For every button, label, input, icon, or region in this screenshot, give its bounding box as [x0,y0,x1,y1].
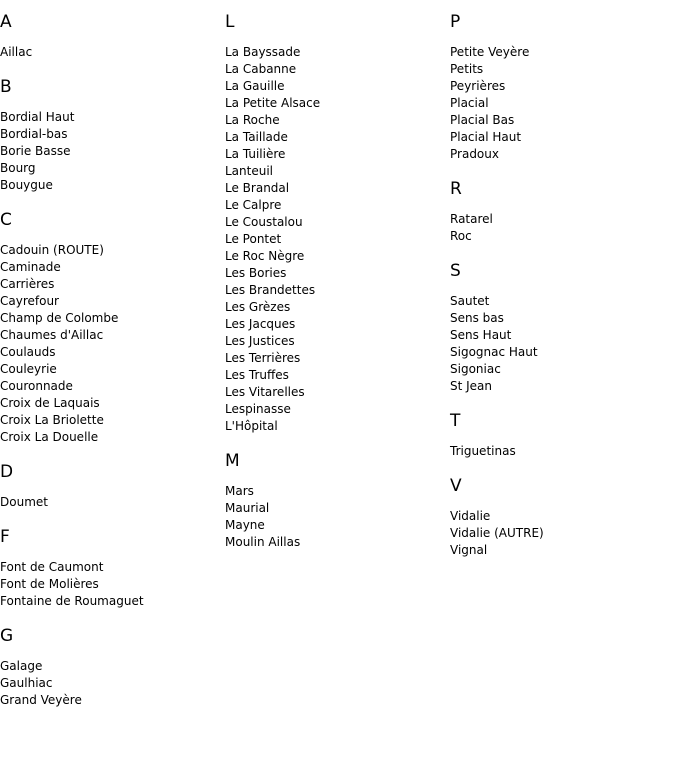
letter-group-b [0,77,220,194]
place-link[interactable]: Font de Molières [0,577,99,591]
place-link[interactable]: Les Truffes [225,368,289,382]
place-link[interactable]: Croix La Douelle [0,430,99,444]
letter-heading: V [450,476,462,496]
place-link[interactable]: Les Terrières [225,351,301,365]
place-link[interactable]: Croix La Briolette [0,413,104,427]
place-link[interactable]: Coulauds [0,345,56,359]
place-link[interactable]: Font de Caumont [0,560,104,574]
place-link[interactable]: Maurial [225,501,270,515]
letter-heading: F [0,527,10,547]
place-link[interactable]: Couleyrie [0,362,57,376]
entry-list [450,293,670,395]
place-link[interactable]: Mars [225,484,254,498]
place-link[interactable]: St Jean [450,379,493,393]
place-link[interactable]: Triguetinas [450,444,516,458]
place-link[interactable]: Petits [450,62,484,76]
place-link[interactable]: Le Calpre [225,198,282,212]
place-link[interactable]: Bouygue [0,178,53,192]
entry-list [450,443,670,460]
letter-heading: A [0,12,12,32]
place-link[interactable]: Sigognac Haut [450,345,538,359]
place-link[interactable]: Vidalie (AUTRE) [450,526,544,540]
place-link[interactable]: Cayrefour [0,294,59,308]
entry-list [225,483,445,551]
place-link[interactable]: Peyrières [450,79,506,93]
place-link[interactable]: Lanteuil [225,164,274,178]
place-link[interactable]: Borie Basse [0,144,71,158]
place-link[interactable]: La Taillade [225,130,288,144]
letter-heading: D [0,462,14,482]
place-link[interactable]: Vignal [450,543,488,557]
place-link[interactable]: Les Jacques [225,317,296,331]
letter-heading: R [450,179,462,199]
index-column-3 [450,12,670,575]
place-link[interactable]: Le Roc Nègre [225,249,305,263]
place-link[interactable]: Placial Bas [450,113,515,127]
letter-group-f [0,527,220,610]
entry-list [0,242,220,446]
letter-heading: S [450,261,461,281]
place-link[interactable]: Sens bas [450,311,504,325]
place-link[interactable]: Fontaine de Roumaguet [0,594,144,608]
place-link[interactable]: Grand Veyère [0,693,82,707]
letter-group-m [225,451,445,551]
place-link[interactable]: Sautet [450,294,490,308]
letter-group-d [0,462,220,511]
place-link[interactable]: Caminade [0,260,61,274]
place-link[interactable]: Mayne [225,518,265,532]
place-link[interactable]: Aillac [0,45,33,59]
place-link[interactable]: Chaumes d'Aillac [0,328,104,342]
place-link[interactable]: Le Brandal [225,181,290,195]
place-link[interactable]: Bordial Haut [0,110,75,124]
entry-list [450,44,670,163]
letter-heading: G [0,626,14,646]
letter-group-s [450,261,670,395]
letter-heading: P [450,12,461,32]
entry-list [0,44,220,61]
place-link[interactable]: Les Brandettes [225,283,316,297]
letter-group-r [450,179,670,245]
letter-group-c [0,210,220,446]
place-link[interactable]: La Cabanne [225,62,297,76]
entry-list [0,559,220,610]
place-link[interactable]: Galage [0,659,43,673]
letter-heading: L [225,12,235,32]
letter-group-t [450,411,670,460]
place-link[interactable]: La Tuilière [225,147,286,161]
letter-group-a [0,12,220,61]
place-link[interactable]: La Gauille [225,79,285,93]
place-link[interactable]: Pradoux [450,147,499,161]
place-link[interactable]: Lespinasse [225,402,291,416]
entry-list [450,211,670,245]
entry-list [0,109,220,194]
place-link[interactable]: La Petite Alsace [225,96,321,110]
place-link[interactable]: La Bayssade [225,45,301,59]
place-link[interactable]: Les Bories [225,266,287,280]
place-link[interactable]: Sigoniac [450,362,501,376]
letter-heading: M [225,451,240,471]
letter-group-p [450,12,670,163]
place-link[interactable]: Les Vitarelles [225,385,305,399]
index-column-2 [225,12,445,567]
letter-group-v [450,476,670,559]
place-link[interactable]: Couronnade [0,379,73,393]
place-link[interactable]: Le Pontet [225,232,282,246]
place-link[interactable]: Carrières [0,277,55,291]
place-link[interactable]: Placial Haut [450,130,522,144]
place-link[interactable]: L'Hôpital [225,419,278,433]
letter-group-l [225,12,445,435]
letter-group-g [0,626,220,709]
place-link[interactable]: Petite Veyère [450,45,530,59]
place-link[interactable]: Cadouin (ROUTE) [0,243,104,257]
entry-list [225,44,445,435]
entry-list [0,658,220,709]
place-link[interactable]: Sens Haut [450,328,512,342]
index-column-1 [0,12,220,725]
place-link[interactable]: Placial [450,96,489,110]
entry-list [450,508,670,559]
letter-heading: C [0,210,12,230]
letter-heading: T [450,411,461,431]
letter-heading: B [0,77,12,97]
place-link[interactable]: Croix de Laquais [0,396,100,410]
place-link[interactable]: La Roche [225,113,280,127]
place-link[interactable]: Gaulhiac [0,676,53,690]
place-link[interactable]: Les Justices [225,334,295,348]
place-link[interactable]: Le Coustalou [225,215,303,229]
place-link[interactable]: Vidalie [450,509,491,523]
place-link[interactable]: Doumet [0,495,48,509]
place-link[interactable]: Roc [450,229,472,243]
place-link[interactable]: Ratarel [450,212,493,226]
place-link[interactable]: Bordial-bas [0,127,68,141]
place-link[interactable]: Les Grèzes [225,300,291,314]
place-link[interactable]: Bourg [0,161,36,175]
place-link[interactable]: Moulin Aillas [225,535,301,549]
place-link[interactable]: Champ de Colombe [0,311,119,325]
entry-list [0,494,220,511]
